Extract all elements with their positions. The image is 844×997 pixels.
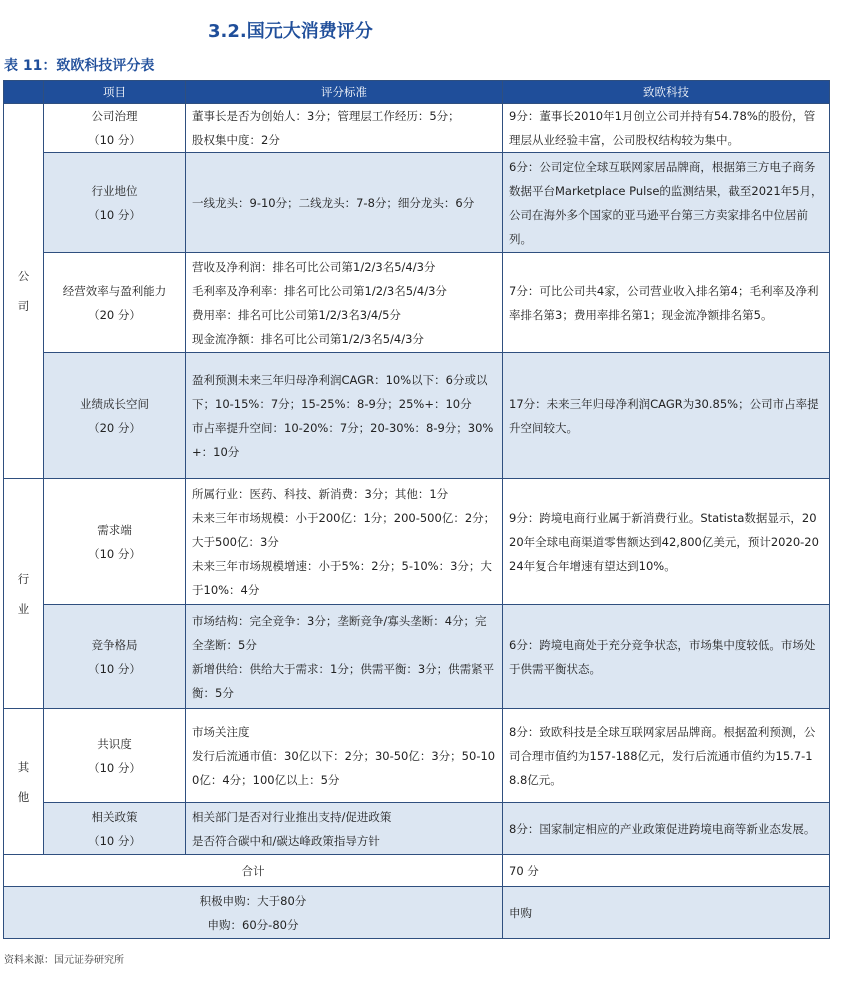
- item-cell: 相关政策 （10 分）: [44, 803, 186, 855]
- table-row: [4, 104, 830, 153]
- category-industry: 行 业: [4, 479, 44, 709]
- table-title: 表 11：致欧科技评分表: [4, 58, 155, 74]
- total-row: [4, 855, 830, 887]
- item-cell: 经营效率与盈利能力 （20 分）: [44, 253, 186, 353]
- criteria-cell: 营收及净利润：排名可比公司第1/2/3名5/4/3分 毛利率及净利率：排名可比公司第1/2/3名5/4/3分 费用率：排名可比公司第1/2/3名3/4/5分 现金流净额：排名可比公司第1/2/3名5/4/3分: [186, 253, 503, 353]
- criteria-cell: 所属行业：医药、科技、新消费：3分；其他：1分 未来三年市场规模：小于200亿：1分；200-500亿：2分；大于500亿：3分 未来三年市场规模增速：小于5%：2分；5-10%：3分；大于10%：4分: [186, 479, 503, 605]
- item-cell: 共识度 （10 分）: [44, 709, 186, 803]
- table-row: [4, 153, 830, 253]
- table-row: [4, 803, 830, 855]
- table-row: [4, 605, 830, 709]
- criteria-cell: 一线龙头：9-10分；二线龙头：7-8分；细分龙头：6分: [186, 153, 503, 253]
- category-company: 公 司: [4, 104, 44, 479]
- rating-criteria: 积极申购：大于80分 申购：60分-80分: [4, 887, 503, 939]
- table-row: [4, 253, 830, 353]
- item-cell: 需求端 （10 分）: [44, 479, 186, 605]
- total-value: 70 分: [503, 855, 830, 887]
- item-cell: 公司治理 （10 分）: [44, 104, 186, 153]
- criteria-cell: 相关部门是否对行业推出支持/促进政策 是否符合碳中和/碳达峰政策指导方针: [186, 803, 503, 855]
- table-row: [4, 479, 830, 605]
- score-table: [3, 80, 830, 939]
- result-cell: 6分：公司定位全球互联网家居品牌商，根据第三方电子商务数据平台Marketplace Pulse的监测结果，截至2021年5月，公司在海外多个国家的亚马逊平台第三方卖家排名中位居前列。: [503, 153, 830, 253]
- header-blank: [4, 81, 44, 104]
- criteria-cell: 董事长是否为创始人：3分；管理层工作经历：5分； 股权集中度：2分: [186, 104, 503, 153]
- result-cell: 8分：致欧科技是全球互联网家居品牌商。根据盈利预测，公司合理市值约为157-188亿元，发行后流通市值约为15.7-18.8亿元。: [503, 709, 830, 803]
- header-item: 项目: [44, 81, 186, 104]
- table-row: [4, 353, 830, 479]
- section-title: 3.2.国元大消费评分: [208, 21, 373, 42]
- header-company: 致欧科技: [503, 81, 830, 104]
- result-cell: 6分：跨境电商处于充分竞争状态，市场集中度较低。市场处于供需平衡状态。: [503, 605, 830, 709]
- table-row: [4, 709, 830, 803]
- result-cell: 8分：国家制定相应的产业政策促进跨境电商等新业态发展。: [503, 803, 830, 855]
- result-cell: 9分：跨境电商行业属于新消费行业。Statista数据显示，2020年全球电商渠道零售额达到42,800亿美元，预计2020-2024年复合年增速有望达到10%。: [503, 479, 830, 605]
- result-cell: 17分：未来三年归母净利润CAGR为30.85%；公司市占率提升空间较大。: [503, 353, 830, 479]
- source-note: 资料来源：国元证券研究所: [4, 955, 124, 966]
- result-cell: 9分：董事长2010年1月创立公司并持有54.78%的股份，管理层从业经验丰富，公司股权结构较为集中。: [503, 104, 830, 153]
- item-cell: 行业地位 （10 分）: [44, 153, 186, 253]
- rating-value: 申购: [503, 887, 830, 939]
- item-cell: 竞争格局 （10 分）: [44, 605, 186, 709]
- item-cell: 业绩成长空间 （20 分）: [44, 353, 186, 479]
- header-criteria: 评分标准: [186, 81, 503, 104]
- criteria-cell: 市场关注度 发行后流通市值：30亿以下：2分；30-50亿：3分；50-100亿：4分；100亿以上：5分: [186, 709, 503, 803]
- total-label: 合计: [4, 855, 503, 887]
- result-cell: 7分：可比公司共4家，公司营业收入排名第4；毛利率及净利率排名第3；费用率排名第1；现金流净额排名第5。: [503, 253, 830, 353]
- criteria-cell: 市场结构：完全竞争：3分；垄断竞争/寡头垄断：4分；完全垄断：5分 新增供给：供给大于需求：1分；供需平衡：3分；供需紧平衡：5分: [186, 605, 503, 709]
- table-header-row: [4, 81, 830, 104]
- rating-row: [4, 887, 830, 939]
- category-other: 其 他: [4, 709, 44, 855]
- criteria-cell: 盈利预测未来三年归母净利润CAGR：10%以下：6分或以下；10-15%：7分；15-25%：8-9分；25%+：10分 市占率提升空间：10-20%：7分；20-30%：8-9分；30%+：10分: [186, 353, 503, 479]
